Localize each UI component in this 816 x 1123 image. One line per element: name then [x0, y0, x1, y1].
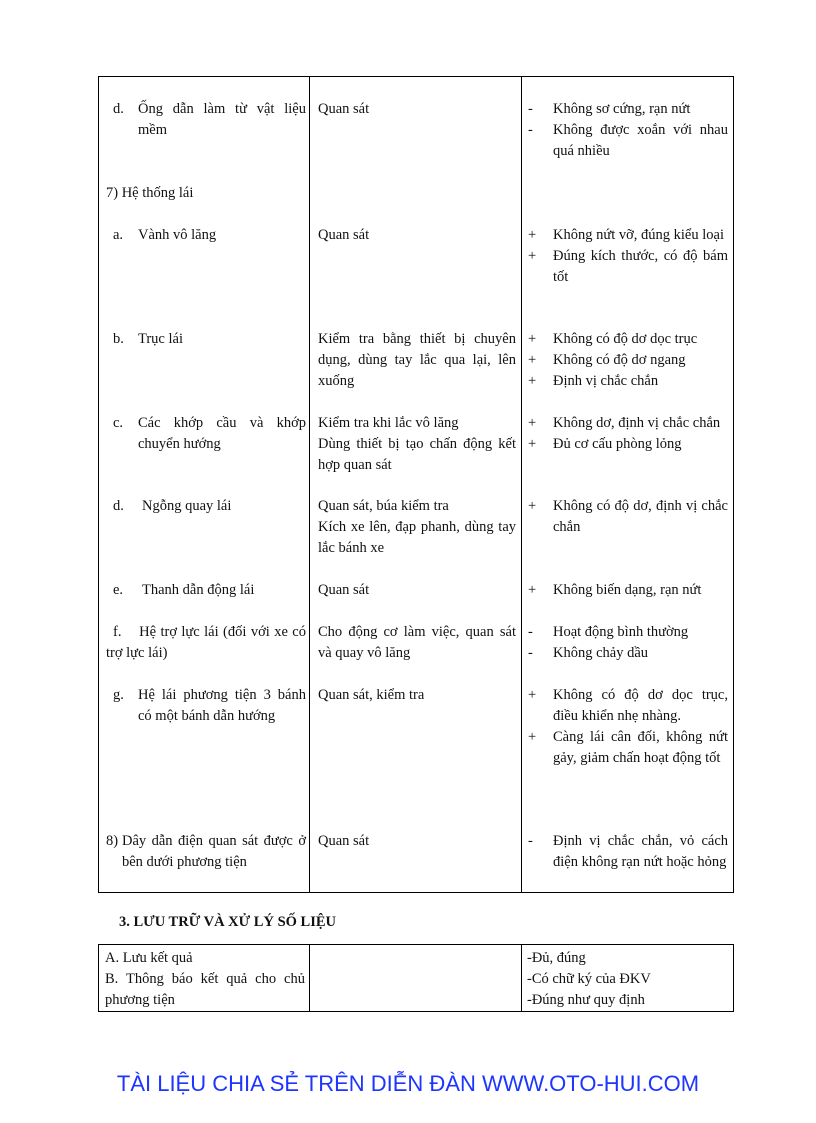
storage-criterion: -Đủ, đúng	[527, 950, 586, 966]
item-label: c.	[113, 415, 124, 431]
bullet-mark: +	[528, 582, 537, 598]
item-label: 8)	[106, 833, 119, 849]
table-row-item	[113, 685, 306, 727]
item-text: Các khớp cầu và khớp chuyển hướng	[138, 415, 306, 452]
method-cell: Quan sát	[318, 833, 370, 849]
storage-step: A. Lưu kết quả	[105, 950, 193, 966]
criteria-list	[522, 225, 728, 288]
bullet-mark: -	[528, 833, 533, 849]
bullet-mark: +	[528, 352, 537, 368]
table-row-item	[106, 622, 306, 664]
item-text: Ngỗng quay lái	[142, 498, 232, 514]
criteria-text: Không biến dạng, rạn nứt	[553, 582, 702, 598]
criteria-text: Hoạt động bình thường	[553, 624, 689, 640]
method-line: Kiểm tra khi lắc vô lăng	[318, 415, 459, 431]
table-row-item	[106, 831, 306, 873]
criteria-text: Không có độ dơ dọc trục, điều khiển nhẹ nhàng.	[553, 687, 728, 724]
column-divider	[309, 77, 310, 892]
criteria-list	[522, 831, 728, 873]
criteria-text: Không sơ cứng, rạn nứt	[553, 101, 691, 117]
criteria-list	[522, 413, 728, 455]
method-cell: Quan sát	[318, 101, 370, 117]
section-heading-steering: 7) Hệ thống lái	[106, 185, 194, 201]
criteria-list	[522, 685, 728, 769]
column-divider	[309, 945, 310, 1011]
table-row-item	[113, 496, 306, 517]
item-label: b.	[113, 331, 124, 347]
item-label: d.	[113, 498, 124, 514]
criteria-text: Định vị chắc chắn	[553, 373, 659, 389]
criteria-list	[522, 99, 728, 162]
table-row-item	[113, 225, 306, 246]
bullet-mark: -	[528, 645, 533, 661]
inspection-table	[98, 76, 734, 893]
bullet-mark: +	[528, 373, 537, 389]
criteria-text: Càng lái cân đối, không nứt gảy, giảm chấn hoạt động tốt	[553, 729, 728, 766]
table-row-item	[113, 329, 306, 350]
item-label: e.	[113, 582, 124, 598]
item-label: d.	[113, 101, 124, 117]
criteria-text: Đủ cơ cấu phòng lỏng	[553, 436, 682, 452]
item-text: Hệ lái phương tiện 3 bánh có một bánh dẫn hướng	[138, 687, 306, 724]
item-text: Ống dẫn làm từ vật liệu mềm	[138, 101, 306, 138]
item-text: Dây dẫn điện quan sát được ở bên dưới phương tiện	[122, 833, 306, 870]
bullet-mark: +	[528, 248, 537, 264]
criteria-text: Không có độ dơ dọc trục	[553, 331, 698, 347]
storage-step: B. Thông báo kết quả cho chủ phương tiện	[105, 971, 305, 1008]
criteria-text: Không có độ dơ, định vị chắc chắn	[553, 498, 728, 535]
method-cell: Kiểm tra bằng thiết bị chuyên dụng, dùng tay lắc qua lại, lên xuống	[318, 331, 516, 389]
bullet-mark: +	[528, 687, 537, 703]
item-text: Trục lái	[138, 331, 183, 347]
bullet-mark: +	[528, 227, 537, 243]
method-cell: Quan sát	[318, 227, 370, 243]
criteria-list	[522, 580, 728, 601]
storage-criterion: -Đúng như quy định	[527, 992, 645, 1008]
criteria-text: Định vị chắc chắn, vỏ cách điện không rạn nứt hoặc hỏng	[553, 833, 728, 870]
method-cell: Quan sát	[318, 582, 370, 598]
table-row-item	[113, 413, 306, 455]
criteria-text: Không dơ, định vị chắc chắn	[553, 415, 721, 431]
bullet-mark: +	[528, 729, 537, 745]
section-title: 3. LƯU TRỮ VÀ XỬ LÝ SỐ LIỆU	[119, 914, 336, 930]
storage-criterion: -Có chữ ký của ĐKV	[527, 971, 651, 987]
bullet-mark: -	[528, 624, 533, 640]
method-cell: Quan sát, kiểm tra	[318, 687, 425, 703]
method-line: Kích xe lên, đạp phanh, dùng tay lắc bánh xe	[318, 519, 516, 556]
item-label: g.	[113, 687, 124, 703]
bullet-mark: +	[528, 331, 537, 347]
item-text: Thanh dẫn động lái	[142, 582, 255, 598]
criteria-text: Đúng kích thước, có độ bám tốt	[553, 248, 728, 285]
bullet-mark: +	[528, 415, 537, 431]
item-label: a.	[113, 227, 124, 243]
method-cell	[318, 496, 516, 559]
criteria-text: Không được xoắn với nhau quá nhiều	[553, 122, 728, 159]
criteria-text: Không chảy dầu	[553, 645, 649, 661]
bullet-mark: +	[528, 498, 537, 514]
bullet-mark: +	[528, 436, 537, 452]
item-label: f.	[113, 624, 122, 640]
bullet-mark: -	[528, 122, 533, 138]
criteria-text: Không có độ dơ ngang	[553, 352, 686, 368]
item-text: Vành vô lăng	[138, 227, 217, 243]
storage-criteria-cell	[527, 948, 727, 1011]
criteria-list	[522, 622, 728, 664]
criteria-list	[522, 329, 728, 392]
method-line: Quan sát, búa kiểm tra	[318, 498, 449, 514]
criteria-text: Không nứt vỡ, đúng kiểu loại	[553, 227, 724, 243]
table-row-item	[113, 99, 306, 141]
storage-steps-cell	[105, 948, 305, 1011]
bullet-mark: -	[528, 101, 533, 117]
method-cell	[318, 413, 516, 476]
column-divider	[521, 77, 522, 892]
method-line: Dùng thiết bị tạo chấn động kết hợp quan sát	[318, 436, 516, 473]
table-row-item	[113, 580, 306, 601]
item-text: Hệ trợ lực lái (đối với xe có trợ lực lái)	[106, 624, 306, 661]
method-cell: Cho động cơ làm việc, quan sát và quay vô lăng	[318, 624, 516, 661]
criteria-list	[522, 496, 728, 538]
data-storage-table	[98, 944, 734, 1012]
footer-watermark-text: TÀI LIỆU CHIA SẺ TRÊN DIỄN ĐÀN WWW.OTO-HUI.COM	[116, 1071, 700, 1096]
column-divider	[521, 945, 522, 1011]
